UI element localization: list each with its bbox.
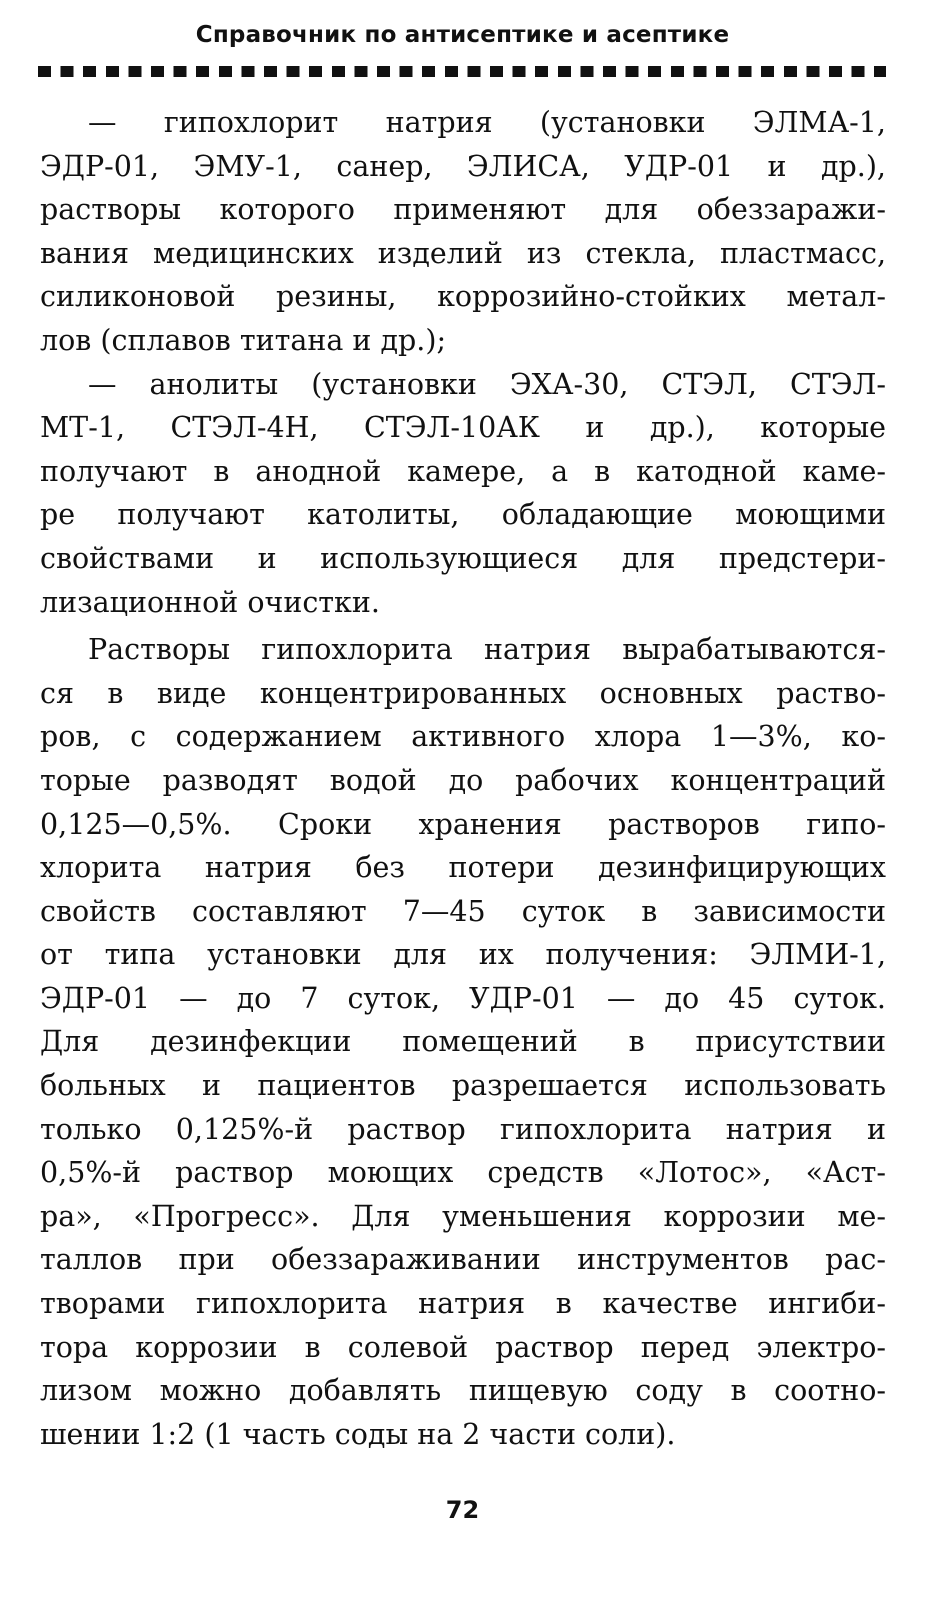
text-line: лизационной очистки. <box>40 585 380 619</box>
text-line: ра», «Прогресс». Для уменьшения коррозии ме- <box>40 1199 886 1233</box>
text-line: творами гипохлорита натрия в качестве ингиби- <box>40 1287 886 1321</box>
text-line: ся в виде концентрированных основных раство- <box>40 676 886 710</box>
header-dotted-rule <box>38 66 886 77</box>
text-line: лизом можно добавлять пищевую соду в соотно- <box>40 1374 886 1408</box>
text-line: больных и пациентов разрешается использовать <box>40 1069 886 1103</box>
text-line: тора коррозии в солевой раствор перед электро- <box>40 1330 886 1364</box>
page-number: 72 <box>445 1496 480 1524</box>
text-line: 0,125—0,5%. Сроки хранения растворов гипо- <box>40 807 886 841</box>
text-line: растворы которого применяют для обеззаражи- <box>40 193 886 227</box>
text-line: торые разводят водой до рабочих концентраций <box>40 763 886 797</box>
text-line: шении 1:2 (1 часть соды на 2 части соли). <box>40 1417 676 1451</box>
text-line: ров, с содержанием активного хлора 1—3%, ко- <box>40 720 886 754</box>
text-line: — гипохлорит натрия (установки ЭЛМА-1, <box>88 106 886 139</box>
text-line: получают в анодной камере, а в катодной каме- <box>40 454 886 488</box>
text-line: от типа установки для их получения: ЭЛМИ-1, <box>40 938 886 972</box>
paragraph-anolytes-item <box>40 363 886 625</box>
paragraph-hypochlorite-solutions <box>40 628 886 1456</box>
text-line: таллов при обеззараживании инструментов рас- <box>40 1243 886 1277</box>
running-head-title: Справочник по антисептике и асептике <box>195 22 730 48</box>
text-line: Для дезинфекции помещений в присутствии <box>40 1025 886 1059</box>
text-line: вания медицинских изделий из стекла, пластмасс, <box>40 236 886 270</box>
text-line: ре получают католиты, обладающие моющими <box>40 498 886 532</box>
text-line: ЭДР-01, ЭМУ-1, санер, ЭЛИСА, УДР-01 и др.), <box>40 149 886 183</box>
text-line: — анолиты (установки ЭХА-30, СТЭЛ, СТЭЛ- <box>88 367 886 401</box>
paragraph-hypochlorite-item <box>40 101 886 363</box>
text-line: хлорита натрия без потери дезинфицирующих <box>40 851 886 885</box>
text-line: силиконовой резины, коррозийно-стойких метал- <box>40 280 886 314</box>
text-line: МТ-1, СТЭЛ-4Н, СТЭЛ-10АК и др.), которые <box>40 411 886 445</box>
text-line: 0,5%-й раствор моющих средств «Лотос», «Аст- <box>40 1156 886 1190</box>
text-line: ЭДР-01 — до 7 суток, УДР-01 — до 45 суток. <box>40 981 886 1015</box>
page-body <box>40 101 886 1456</box>
text-line: свойств составляют 7—45 суток в зависимости <box>40 894 886 928</box>
text-line: Растворы гипохлорита натрия вырабатываются- <box>88 633 886 667</box>
text-line: только 0,125%-й раствор гипохлорита натрия и <box>40 1112 886 1146</box>
text-line: лов (сплавов титана и др.); <box>40 323 447 357</box>
text-line: свойствами и использующиеся для предстери- <box>40 541 886 575</box>
